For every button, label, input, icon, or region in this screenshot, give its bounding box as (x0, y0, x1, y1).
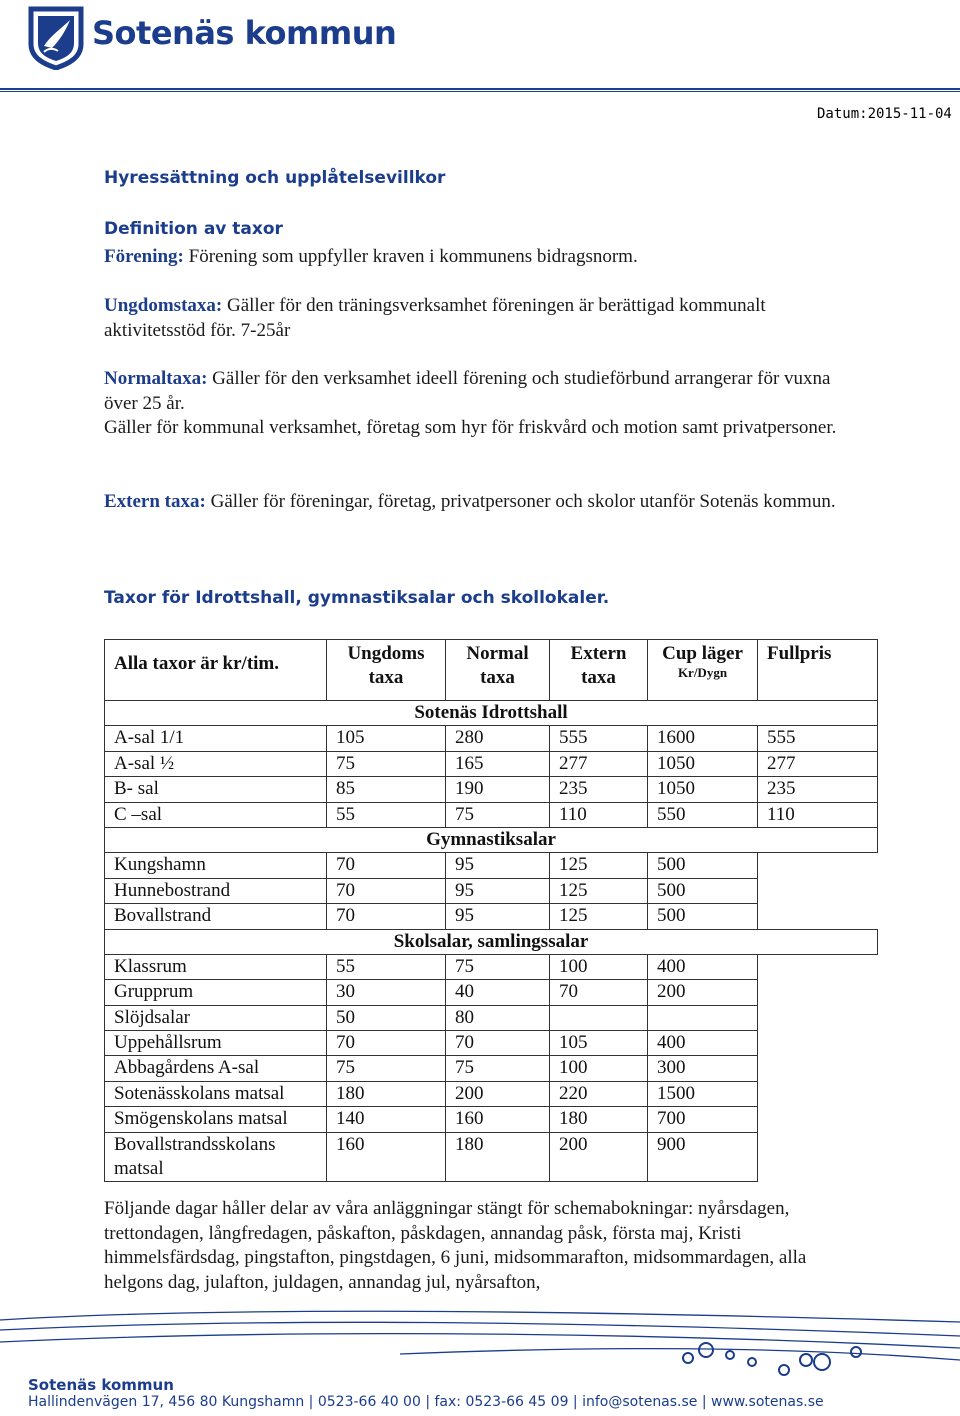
price-cell: 55 (327, 802, 446, 827)
ungdom-label: Ungdomstaxa: (104, 295, 223, 316)
price-cell: 30 (327, 980, 446, 1005)
column-header (758, 640, 878, 701)
facility-name: Hunnebostrand (105, 878, 327, 903)
table-heading: Taxor för Idrottshall, gymnastiksalar och skollokaler. (104, 588, 610, 608)
empty-cell (758, 1005, 878, 1030)
table-row (105, 777, 878, 802)
empty-cell (758, 853, 878, 878)
price-cell: 200 (446, 1081, 550, 1106)
table-row (105, 853, 878, 878)
table-row (105, 904, 878, 929)
table-corner-label: Alla taxor är kr/tim. (105, 640, 327, 701)
price-cell: 1050 (648, 777, 758, 802)
table-row (105, 751, 878, 776)
price-cell: 75 (446, 802, 550, 827)
price-cell: 555 (758, 726, 878, 751)
forening-text: Förening som uppfyller kraven i kommunens bidragsnorm. (183, 246, 638, 267)
table-row (105, 980, 878, 1005)
price-cell: 125 (550, 878, 648, 903)
column-header-line1: Cup läger (662, 643, 743, 664)
price-cell: 70 (327, 853, 446, 878)
definition-normaltaxa-2: Gäller för kommunal verksamhet, företag som hyr för friskvård och motion samt privatpersoner. (104, 417, 837, 438)
price-cell: 140 (327, 1107, 446, 1132)
price-cell: 555 (550, 726, 648, 751)
normal-text: Gäller för den verksamhet ideell förening och studieförbund arrangerar för vuxna över 25 år. (104, 368, 831, 414)
price-cell: 200 (550, 1132, 648, 1181)
price-cell: 70 (550, 980, 648, 1005)
empty-cell (758, 904, 878, 929)
section-title: Gymnastiksalar (105, 827, 878, 852)
price-cell: 70 (327, 878, 446, 903)
price-cell: 110 (550, 802, 648, 827)
empty-cell (758, 1031, 878, 1056)
facility-name: Abbagårdens A-sal (105, 1056, 327, 1081)
table-section-row (105, 929, 878, 954)
empty-cell (758, 1132, 878, 1181)
column-header-line1: Extern (570, 643, 627, 664)
price-cell: 100 (550, 954, 648, 979)
price-cell: 165 (446, 751, 550, 776)
price-cell: 235 (758, 777, 878, 802)
ungdom-text: Gäller för den träningsverksamhet föreningen är berättigad kommunalt aktivitetsstöd för. 7-25år (104, 295, 766, 341)
price-cell: 900 (648, 1132, 758, 1181)
normal-label: Normaltaxa: (104, 368, 208, 389)
column-header-line1: Fullpris (767, 643, 832, 664)
page-header (0, 0, 960, 100)
closed-days-text: Följande dagar håller delar av våra anläggningar stängt för schemabokningar: nyårsdagen, trettondagen, långfredagen, påskafton, påskdagen, annandag påsk, första maj, Kristi himmelsfärdsdag, pingstafton, pingstdagen, 6 juni, midsommarafton, midsommardagen, alla helgons dag, julafton, juldagen, annandag jul, nyårsafton, (104, 1198, 807, 1293)
price-cell: 70 (327, 1031, 446, 1056)
column-header (550, 640, 648, 701)
price-cell: 1600 (648, 726, 758, 751)
footer-contact: Hallindenvägen 17, 456 80 Kungshamn | 0523-66 40 00 | fax: 0523-66 45 09 | info@sotenas.se | www.sotenas.se (28, 1394, 824, 1410)
price-cell: 1500 (648, 1081, 758, 1106)
facility-name: Grupprum (105, 980, 327, 1005)
price-cell: 70 (327, 904, 446, 929)
price-cell: 1050 (648, 751, 758, 776)
facility-name: C –sal (105, 802, 327, 827)
price-cell: 277 (758, 751, 878, 776)
price-cell: 277 (550, 751, 648, 776)
table-row (105, 1056, 878, 1081)
price-cell: 55 (327, 954, 446, 979)
facility-name: Klassrum (105, 954, 327, 979)
price-cell: 400 (648, 1031, 758, 1056)
price-cell (648, 1005, 758, 1030)
price-cell: 75 (327, 751, 446, 776)
price-cell: 280 (446, 726, 550, 751)
facility-name: Uppehållsrum (105, 1031, 327, 1056)
table-row (105, 1132, 878, 1181)
table-row (105, 726, 878, 751)
table-row (105, 1107, 878, 1132)
price-cell: 70 (446, 1031, 550, 1056)
page-title: Hyressättning och upplåtelsevillkor (104, 168, 446, 188)
facility-name: B- sal (105, 777, 327, 802)
price-cell: 500 (648, 878, 758, 903)
price-cell: 180 (327, 1081, 446, 1106)
brand-name: Sotenäs kommun (92, 14, 397, 52)
price-cell: 500 (648, 904, 758, 929)
table-row (105, 1031, 878, 1056)
empty-cell (758, 878, 878, 903)
price-cell: 235 (550, 777, 648, 802)
price-cell: 95 (446, 878, 550, 903)
price-cell: 160 (327, 1132, 446, 1181)
column-header (327, 640, 446, 701)
table-row (105, 1081, 878, 1106)
price-cell: 40 (446, 980, 550, 1005)
definition-extern (104, 490, 864, 515)
empty-cell (758, 954, 878, 979)
facility-name: A-sal ½ (105, 751, 327, 776)
table-row (105, 802, 878, 827)
column-header (446, 640, 550, 701)
definition-normaltaxa (104, 367, 864, 416)
price-cell: 180 (550, 1107, 648, 1132)
forening-label: Förening: (104, 246, 184, 267)
price-cell: 80 (446, 1005, 550, 1030)
footer-organization: Sotenäs kommun (28, 1376, 174, 1394)
price-cell: 160 (446, 1107, 550, 1132)
section-title: Skolsalar, samlingssalar (105, 929, 878, 954)
column-header-line2: taxa (368, 667, 404, 688)
column-header-line2: taxa (581, 667, 616, 688)
section-title: Sotenäs Idrottshall (105, 701, 878, 726)
column-header-line2: Kr/Dygn (677, 665, 728, 680)
column-header-line2: taxa (480, 667, 515, 688)
price-cell: 75 (446, 1056, 550, 1081)
definitions-heading: Definition av taxor (104, 219, 283, 239)
empty-cell (758, 1107, 878, 1132)
definition-forening (104, 245, 864, 270)
municipal-shield-logo-icon (28, 6, 84, 70)
price-cell: 190 (446, 777, 550, 802)
column-header (648, 640, 758, 701)
column-header-line1: Ungdoms (347, 643, 425, 664)
definition-ungdomstaxa (104, 294, 864, 343)
price-cell: 75 (446, 954, 550, 979)
facility-name: Kungshamn (105, 853, 327, 878)
price-cell: 110 (758, 802, 878, 827)
table-row (105, 878, 878, 903)
price-cell: 105 (327, 726, 446, 751)
price-cell: 50 (327, 1005, 446, 1030)
facility-name: A-sal 1/1 (105, 726, 327, 751)
table-header-row (105, 640, 878, 701)
price-cell: 550 (648, 802, 758, 827)
price-cell: 125 (550, 853, 648, 878)
empty-cell (758, 1081, 878, 1106)
price-cell: 85 (327, 777, 446, 802)
price-cell: 125 (550, 904, 648, 929)
facility-name: Slöjdsalar (105, 1005, 327, 1030)
price-cell: 75 (327, 1056, 446, 1081)
extern-text: Gäller för föreningar, företag, privatpersoner och skolor utanför Sotenäs kommun. (205, 491, 836, 512)
tax-table (104, 639, 878, 1182)
empty-cell (758, 1056, 878, 1081)
table-section-row (105, 827, 878, 852)
column-header-line1: Normal (466, 643, 529, 664)
document-date: Datum:2015-11-04 (817, 106, 952, 122)
price-cell: 400 (648, 954, 758, 979)
price-cell: 180 (446, 1132, 550, 1181)
price-cell: 95 (446, 904, 550, 929)
price-cell: 100 (550, 1056, 648, 1081)
price-cell: 300 (648, 1056, 758, 1081)
empty-cell (758, 980, 878, 1005)
facility-name: Sotenässkolans matsal (105, 1081, 327, 1106)
extern-label: Extern taxa: (104, 491, 206, 512)
price-cell: 500 (648, 853, 758, 878)
price-cell: 105 (550, 1031, 648, 1056)
price-cell (550, 1005, 648, 1030)
price-cell: 200 (648, 980, 758, 1005)
facility-name: Bovallstrandsskolans matsal (105, 1132, 327, 1181)
table-row (105, 954, 878, 979)
price-cell: 95 (446, 853, 550, 878)
table-section-row (105, 701, 878, 726)
facility-name: Bovallstrand (105, 904, 327, 929)
header-divider (0, 88, 960, 94)
price-cell: 700 (648, 1107, 758, 1132)
wave-decoration-icon (0, 1300, 960, 1380)
price-cell: 220 (550, 1081, 648, 1106)
facility-name: Smögenskolans matsal (105, 1107, 327, 1132)
table-row (105, 1005, 878, 1030)
